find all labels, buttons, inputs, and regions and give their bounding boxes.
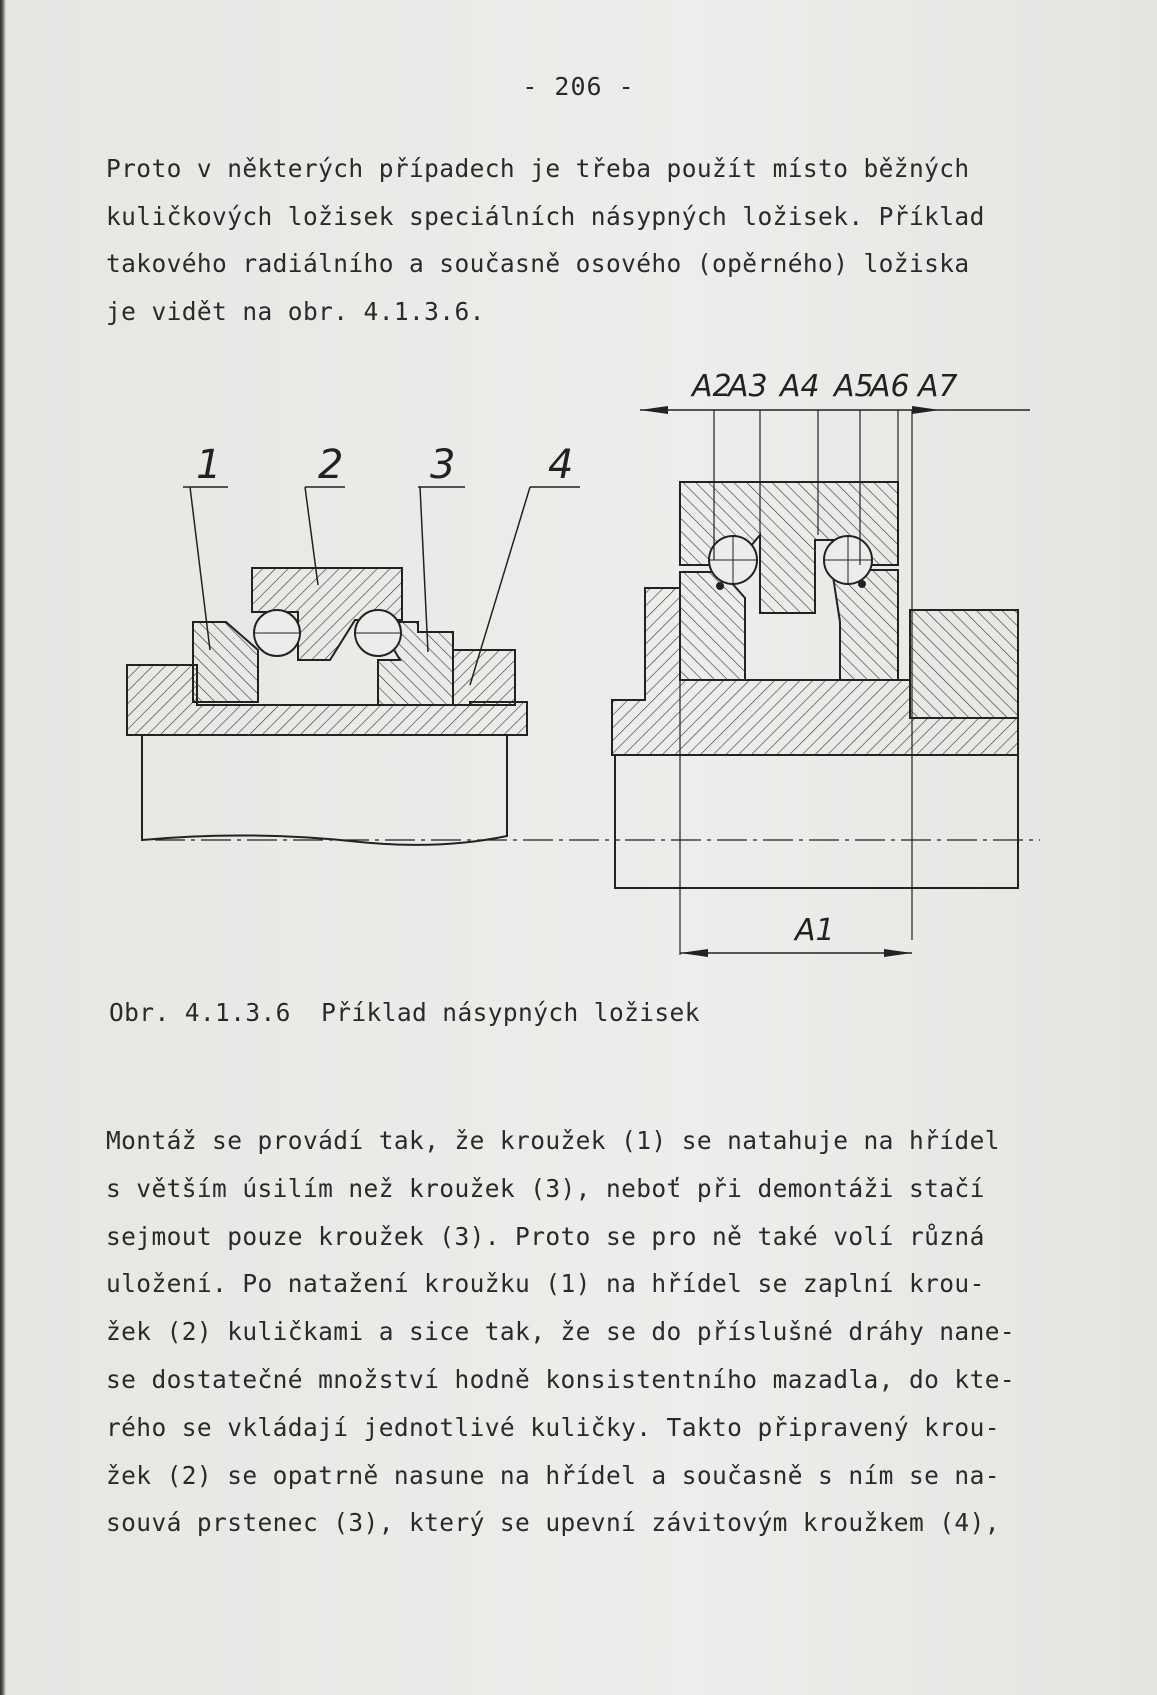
left-bearing-drawing bbox=[127, 487, 620, 845]
body-line: žek (2) se opatrně nasune na hřídel a současně s ním se na- bbox=[106, 1460, 1000, 1490]
left-shaft-outline bbox=[142, 735, 507, 845]
dim-label-a5: A5 bbox=[834, 369, 874, 404]
body-line: Montáž se provádí tak, že kroužek (1) se natahuje na hřídel bbox=[106, 1126, 1000, 1155]
body-line: rého se vkládají jednotlivé kuličky. Takto připravený krou- bbox=[106, 1412, 1000, 1442]
right-bearing-drawing bbox=[612, 406, 1040, 957]
intro-line: takového radiálního a současně osového (opěrného) ložiska bbox=[106, 249, 970, 278]
body-line: uložení. Po natažení kroužku (1) na hřídel se zaplní krou- bbox=[106, 1269, 985, 1299]
body-paragraph bbox=[106, 1117, 1036, 1547]
label-4: 4 bbox=[548, 442, 574, 488]
right-ring-inner-left bbox=[680, 572, 745, 680]
body-line: se dostatečné množství hodně konsistentního mazadla, do kte- bbox=[106, 1364, 1016, 1394]
dim-label-a1: A1 bbox=[795, 913, 835, 948]
left-ring-1 bbox=[193, 622, 258, 702]
page-number: - 206 - bbox=[522, 72, 635, 101]
intro-line: je vidět na obr. 4.1.3.6. bbox=[106, 296, 485, 326]
left-ring-4 bbox=[453, 650, 515, 705]
label-2: 2 bbox=[318, 442, 344, 488]
dim-label-a7: A7 bbox=[918, 369, 958, 404]
bearing-figure bbox=[0, 360, 1157, 960]
label-3: 3 bbox=[430, 442, 456, 488]
intro-line: Proto v některých případech je třeba použít místo běžných bbox=[106, 154, 970, 183]
leader-3 bbox=[418, 487, 465, 652]
label-1: 1 bbox=[196, 442, 222, 488]
dim-label-a4: A4 bbox=[780, 369, 820, 404]
dim-label-a6: A6 bbox=[870, 369, 910, 404]
body-line: žek (2) kuličkami a sice tak, že se do příslušné dráhy nane- bbox=[106, 1317, 1016, 1347]
right-shaft-outline bbox=[615, 755, 1018, 888]
body-line: s větším úsilím než kroužek (3), neboť při demontáži stačí bbox=[106, 1173, 985, 1203]
body-line: sejmout pouze kroužek (3). Proto se pro ně také volí různá bbox=[106, 1221, 985, 1251]
dim-label-a3: A3 bbox=[728, 369, 768, 404]
figure-caption: Obr. 4.1.3.6 Příklad násypných ložisek bbox=[109, 998, 700, 1027]
right-nut bbox=[910, 610, 1018, 718]
body-line: souvá prstenec (3), který se upevní závitovým kroužkem (4), bbox=[106, 1508, 1000, 1538]
intro-line: kuličkových ložisek speciálních násypných ložisek. Příklad bbox=[106, 201, 985, 231]
intro-paragraph bbox=[106, 145, 1036, 335]
dim-label-a2: A2 bbox=[692, 369, 732, 404]
